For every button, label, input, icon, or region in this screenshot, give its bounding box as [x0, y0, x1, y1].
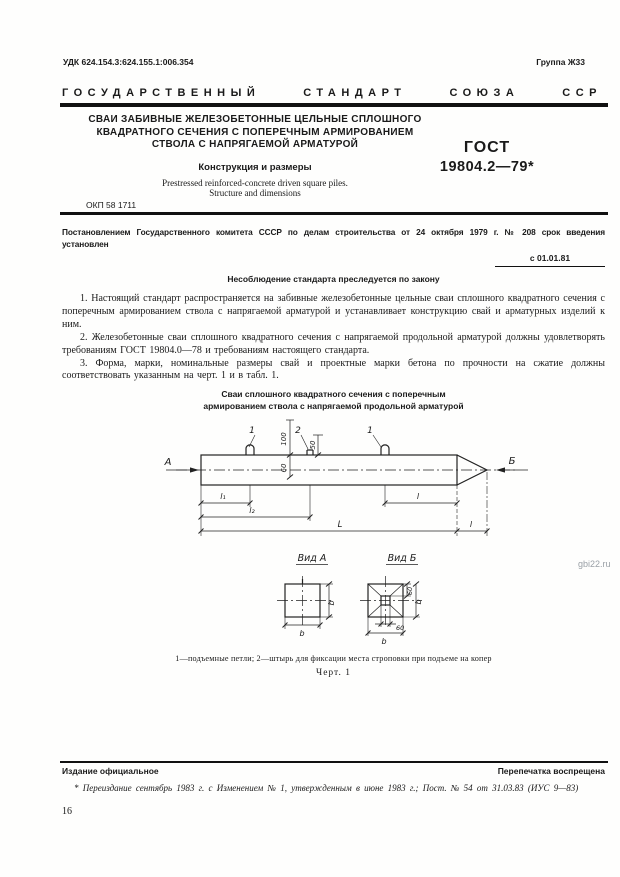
- pos-1-right-text: 1: [367, 426, 373, 436]
- paragraph-1: 1. Настоящий стандарт распространяется на забивные железобетонные цельные сваи сплошного квадратного сечения с поперечным армированием ствола с напрягаемой арматурой и устанавливает конструкцию свай и арматурных изделий к ним.: [62, 293, 605, 330]
- pos-2-leader: [301, 435, 308, 449]
- dim-l-tip-text: l: [469, 520, 473, 529]
- dim-l2-text: l₂: [249, 506, 255, 515]
- position-label-2: [295, 426, 308, 449]
- figure-legend: 1—подъемные петли; 2—штырь для фиксации места строповки при подъеме на копер: [175, 654, 492, 663]
- dim-100-text: 100: [280, 432, 288, 446]
- dim-50-text: 50: [309, 440, 317, 450]
- lifting-loop-left: [246, 445, 254, 455]
- gost-number: 19804.2—79*: [439, 159, 535, 175]
- pile-side-view: [164, 420, 528, 536]
- official-edition-label: Издание официальное: [62, 766, 159, 776]
- view-b-title: Вид Б: [387, 553, 417, 564]
- position-label-1-left: [249, 426, 255, 447]
- effective-date: с 01.01.81: [495, 253, 605, 267]
- title-rule: [60, 212, 608, 215]
- reissue-note: * Переиздание сентябрь 1983 г. с Изменением № 1, утвержденным в июне 1983 г.; Пост. № 54 от 31.03.83 (ИУС 9—83): [74, 783, 579, 793]
- fixing-pin: [307, 450, 313, 455]
- view-b-b-right-text: b: [414, 599, 423, 605]
- position-label-1-right: [367, 426, 381, 447]
- okp-code: ОКП 58 1711: [86, 200, 137, 210]
- decree-paragraph: Постановлением Государственного комитета СССР по делам строительства от 24 октября 1979 г. № 208 срок введения установлен: [62, 227, 605, 249]
- title-line-3: СТВОЛА С НАПРЯГАЕМОЙ АРМАТУРОЙ: [151, 139, 359, 150]
- dim-l2: [199, 506, 313, 520]
- title-line-1: СВАИ ЗАБИВНЫЕ ЖЕЛЕЗОБЕТОННЫЕ ЦЕЛЬНЫЕ СПЛОШНОГО: [88, 114, 422, 125]
- reprint-prohibited-label: Перепечатка воспрещена: [497, 766, 605, 776]
- view-b-section: [360, 553, 423, 646]
- view-a-title: Вид А: [297, 553, 327, 564]
- view-arrow-a: [164, 457, 199, 473]
- header-rule: [60, 103, 608, 107]
- standard-header-word: СТАНДАРТ: [303, 87, 407, 99]
- arrow-b-head: [496, 467, 505, 472]
- standard-header-word: СОЮЗА: [449, 87, 520, 99]
- law-notice: Несоблюдение стандарта преследуется по закону: [227, 274, 440, 284]
- view-a-section: [277, 553, 336, 638]
- view-arrow-b: [496, 456, 528, 473]
- standard-header-word: ГОСУДАРСТВЕННЫЙ: [62, 87, 261, 99]
- pos-1-left-text: 1: [249, 426, 255, 436]
- footer-row: [62, 766, 605, 776]
- dim-l-right-text: l: [416, 492, 420, 501]
- figure-caption-line-2: армированием ствола с напрягаемой продольной арматурой: [203, 400, 464, 411]
- udk-number: УДК 624.154.3:624.155.1:006.354: [63, 57, 194, 67]
- arrow-a-head: [190, 467, 199, 472]
- footer-rule: [60, 761, 608, 763]
- pile-drawing: [60, 415, 580, 653]
- view-a-b-right-text: b: [327, 600, 336, 606]
- view-b-letter: Б: [508, 456, 516, 467]
- lifting-loop-right: [381, 445, 389, 455]
- dim-l-right: [383, 492, 460, 506]
- figure-caption: [62, 389, 605, 412]
- title-block: [70, 114, 440, 199]
- view-a-letter: А: [164, 457, 172, 468]
- dim-100-60: [280, 420, 294, 480]
- group-code: Группа Ж33: [536, 57, 585, 67]
- dim-l1-text: l₁: [220, 492, 226, 501]
- view-a-b-bottom-text: b: [299, 629, 305, 638]
- figure-caption-line-1: Сваи сплошного квадратного сечения с поперечным: [221, 389, 446, 399]
- standard-header-word: ССР: [562, 87, 602, 99]
- title-line-2: КВАДРАТНОГО СЕЧЕНИЯ С ПОПЕРЕЧНЫМ АРМИРОВАНИЕМ: [96, 126, 414, 138]
- subtitle-en-line-1: Prestressed reinforced-concrete driven square piles.: [162, 177, 348, 188]
- gost-label: ГОСТ: [463, 139, 511, 156]
- view-b-60-top-text: 60: [406, 586, 414, 596]
- subtitle-ru: Конструкция и размеры: [198, 161, 312, 173]
- view-b-60-bottom-text: 60: [396, 624, 405, 632]
- pos-1-right-leader: [373, 435, 381, 447]
- gost-designation: [430, 139, 544, 177]
- view-b-dim-60-bottom: [375, 605, 404, 632]
- dim-50: [309, 435, 323, 458]
- extension-lines: [201, 472, 487, 536]
- udk-row: [63, 57, 585, 67]
- paragraph-3: 3. Форма, марки, номинальные размеры свай и проектные марки бетона по прочности на сжатие должны соответствовать указанным на черт. 1 и в табл. 1.: [62, 357, 605, 382]
- dim-L-text: L: [337, 520, 343, 530]
- pos-2-text: 2: [295, 426, 301, 436]
- paragraph-2: 2. Железобетонные сваи сплошного квадратного сечения с напрягаемой продольной арматурой должны удовлетворять требованиям ГОСТ 19804.0—78 и требованиям настоящего стандарта.: [62, 331, 605, 356]
- site-watermark: gbi22.ru: [578, 559, 611, 569]
- dim-l1: [199, 492, 253, 506]
- page-number: 16: [62, 806, 72, 817]
- view-b-b-bottom-text: b: [381, 637, 387, 646]
- body-text: [62, 293, 605, 383]
- subtitle-en: [70, 178, 440, 199]
- dim-L: [199, 520, 490, 534]
- subtitle-en-line-2: Structure and dimensions: [209, 188, 301, 198]
- standard-header: [62, 87, 602, 99]
- figure-number: Черт. 1: [316, 668, 351, 678]
- dim-60-text: 60: [280, 463, 288, 473]
